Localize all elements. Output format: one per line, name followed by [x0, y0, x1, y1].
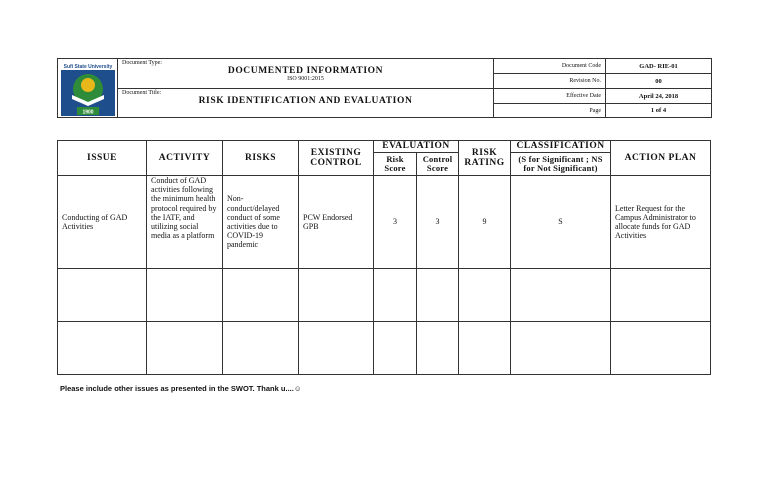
header-evaluation: EVALUATION: [374, 141, 459, 153]
university-logo-icon: [60, 61, 116, 117]
doc-title-label: Document Title:: [122, 90, 162, 96]
cell-risk-rating: [459, 322, 511, 375]
cell-activity: [147, 322, 223, 375]
cell-classification: [511, 322, 611, 375]
cell-existing-control: PCW Endorsed GPB: [299, 176, 374, 269]
header-classification: CLASSIFICATION: [511, 141, 611, 153]
effective-date-label: Effective Date: [494, 89, 606, 104]
doc-title-value: RISK IDENTIFICATION AND EVALUATION: [198, 96, 413, 106]
cell-control-score: [417, 322, 459, 375]
cell-activity: [147, 269, 223, 322]
logo-year: 1900: [81, 109, 94, 115]
cell-classification: S: [511, 176, 611, 269]
cell-control-score: 3: [417, 176, 459, 269]
doc-type-value: DOCUMENTED INFORMATION: [227, 66, 384, 76]
doc-code-value: GAD- RIE-01: [606, 59, 712, 74]
header-risk-rating: RISK RATING: [459, 141, 511, 176]
table-row: [58, 322, 711, 375]
doc-type-cell: [118, 59, 494, 89]
header-control-score: Control Score: [417, 153, 459, 176]
cell-issue: Conducting of GAD Activities: [58, 176, 147, 269]
revision-label: Revision No.: [494, 74, 606, 89]
risk-table: [57, 140, 711, 375]
doc-title-cell: [118, 89, 494, 118]
cell-activity: Conduct of GAD activities following the minimum health protocol required by the IATF, and utilizing social media as a platform: [147, 176, 223, 269]
header-risks: RISKS: [223, 141, 299, 176]
cell-risks: [223, 269, 299, 322]
cell-classification: [511, 269, 611, 322]
cell-risks: [223, 322, 299, 375]
cell-control-score: [417, 269, 459, 322]
cell-action-plan: Letter Request for the Campus Administrator to allocate funds for GAD Activities: [611, 176, 711, 269]
header-risk-score: Risk Score: [374, 153, 417, 176]
logo-cell: [58, 59, 118, 118]
iso-standard: ISO 9001:2015: [287, 76, 324, 82]
cell-issue: [58, 269, 147, 322]
document-header: [57, 58, 712, 118]
doc-type-label: Document Type:: [122, 60, 162, 66]
cell-existing-control: [299, 269, 374, 322]
header-existing-control: EXISTING CONTROL: [299, 141, 374, 176]
doc-code-label: Document Code: [494, 59, 606, 74]
cell-risk-score: [374, 269, 417, 322]
header-classification-sub: (S for Significant ; NS for Not Significant): [511, 153, 611, 176]
cell-issue: [58, 322, 147, 375]
footer-note: Please include other issues as presented in the SWOT. Thank u....☺: [60, 384, 302, 393]
effective-date-value: April 24, 2018: [606, 89, 712, 104]
revision-value: 00: [606, 74, 712, 89]
cell-risk-rating: [459, 269, 511, 322]
cell-action-plan: [611, 322, 711, 375]
cell-risks: Non-conduct/delayed conduct of some activities due to COVID-19 pandemic: [223, 176, 299, 269]
cell-existing-control: [299, 322, 374, 375]
header-issue: ISSUE: [58, 141, 147, 176]
header-action-plan: ACTION PLAN: [611, 141, 711, 176]
table-row: [58, 176, 711, 269]
logo-text: Sufi State University: [63, 63, 112, 70]
header-activity: ACTIVITY: [147, 141, 223, 176]
table-row: [58, 269, 711, 322]
cell-risk-rating: 9: [459, 176, 511, 269]
page-value: 1 of 4: [606, 104, 712, 118]
cell-risk-score: [374, 322, 417, 375]
cell-risk-score: 3: [374, 176, 417, 269]
cell-action-plan: [611, 269, 711, 322]
page-label: Page: [494, 104, 606, 118]
